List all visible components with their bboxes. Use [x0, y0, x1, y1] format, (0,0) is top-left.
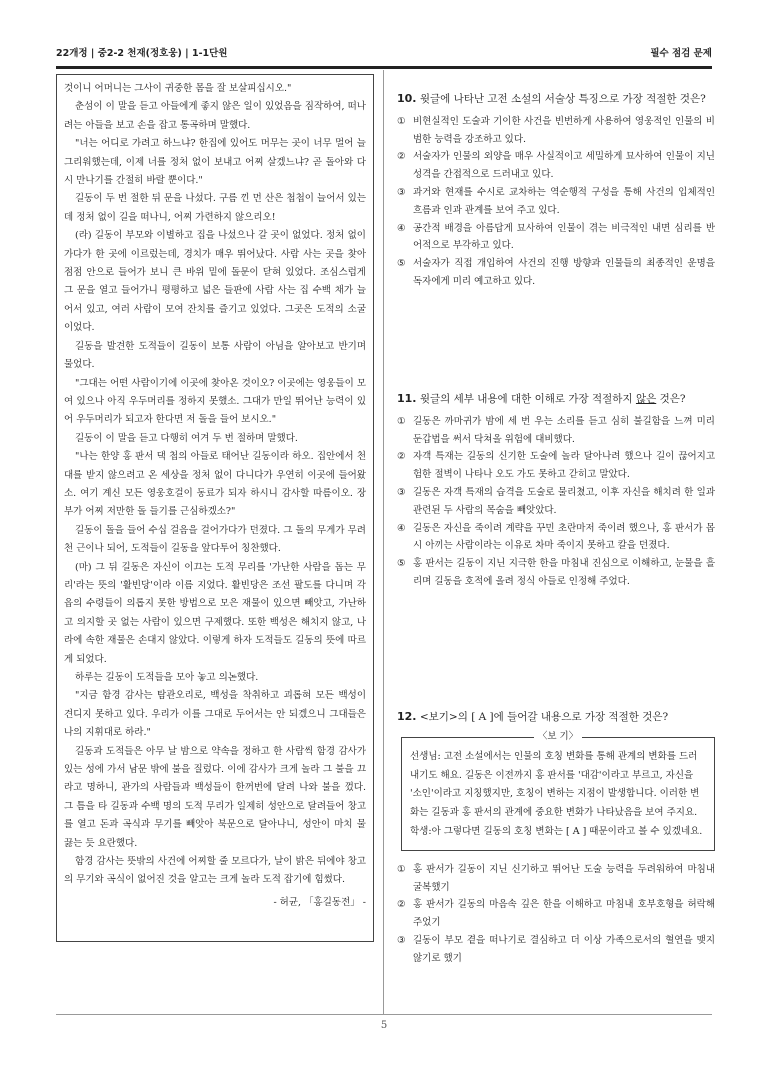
- option-text: 과거와 현재를 수시로 교차하는 역순행적 구성을 통해 사건의 입체적인 흐름과 인과 관계를 보여 주고 있다.: [413, 186, 715, 216]
- option-marker: ⑤: [397, 258, 406, 270]
- bogi-student-line: [410, 823, 706, 842]
- answer-option[interactable]: [397, 413, 715, 449]
- option-text: 길동이 부모 곁을 떠나기로 결심하고 더 이상 가족으로서의 혈연을 맺지 않기로 했기: [413, 934, 715, 964]
- option-text: 서술자가 직접 개입하여 사건의 진행 방향과 인물들의 최종적인 운명을 독자에게 미리 예고하고 있다.: [413, 258, 715, 287]
- answer-option[interactable]: [397, 148, 715, 184]
- answer-option[interactable]: [397, 484, 715, 520]
- option-text: 길동은 자객 특재의 습격을 도술로 물리쳤고, 이후 자신을 해치려 한 일과 관련된 두 사람의 목숨을 빼앗았다.: [413, 486, 715, 516]
- question-text: 윗글의 세부 내용에 대한 이해로 가장 적절하지: [419, 393, 636, 405]
- option-text: 길동은 자신을 죽이려 계략을 꾸민 초란마저 죽이려 했으나, 홍 판서가 몹시 아끼는 사람이라는 이유로 차마 죽이지 못하고 칼을 던졌다.: [413, 522, 715, 552]
- option-text: 홍 판서가 길동이 지닌 신기하고 뛰어난 도술 능력을 두려워하여 마침내 굴복했기: [413, 863, 715, 893]
- question-number: 11.: [397, 392, 417, 405]
- passage-paragraph: 하루는 길동이 도적들을 모아 놓고 의논했다.: [75, 672, 259, 683]
- answer-option[interactable]: [397, 520, 715, 556]
- question-number: 10.: [397, 92, 417, 105]
- answer-option[interactable]: [397, 932, 715, 968]
- option-marker: ②: [397, 451, 406, 463]
- page-number: 5: [380, 1020, 388, 1031]
- passage-paragraph: 길동을 발견한 도적들이 길동이 보통 사람이 아님을 알아보고 반기며 물었다.: [64, 340, 366, 371]
- bogi-student-label: 학생:: [410, 825, 432, 837]
- passage-paragraph: 것이니 어머니는 그사이 귀중한 몸을 잘 보살피십시오.": [64, 83, 292, 94]
- passage-paragraph: 길동과 도적들은 아무 날 밤으로 약속을 정하고 한 사람씩 함경 감사가 있는 성에 가서 남문 밖에 불을 질렀다. 이에 감사가 크게 놀라 그 불을 끄라고 명하니, 관가의 사람들과 백성들이 한꺼번에 달려 나와 불을 껐다. 그 틈을 타 길동과 수백 명의 도적 무리가 일제히 성안으로 달려들어 창고를 열고 돈과 곡식과 무기를 빼앗아 북문으로 달아나니, 성안이 마치 물 끓는 듯 요란했다.: [64, 745, 366, 849]
- passage-paragraph: 길동이 이 말을 듣고 다행히 여겨 두 번 절하며 말했다.: [75, 432, 298, 444]
- passage-paragraph: "나는 한양 홍 판서 댁 첩의 아들로 태어난 길동이라 하오. 집안에서 천대를 받지 않으려고 온 세상을 정처 없이 다니다가 우연히 이곳에 들어왔소. 여기 계신 모든 영웅호걸이 동료가 되자 하시니 감사할 따름이오. 장부가 어찌 저만한 돌 들기를 근심하겠소?": [64, 451, 366, 518]
- footer-rule: [56, 1014, 712, 1015]
- option-text: 자객 특재는 길동의 신기한 도술에 놀라 달아나려 했으나 길이 끊어지고 험한 절벽이 나타나 오도 가도 못하고 갇히고 말았다.: [413, 451, 715, 481]
- option-marker: ③: [397, 934, 406, 946]
- bogi-title: 〈보 기〉: [402, 730, 714, 744]
- bogi-student-text: 아 그렇다면 길동의 호칭 변화는 [ A ] 때문이라고 볼 수 있겠네요.: [431, 825, 703, 837]
- option-text: 홍 판서가 길동의 마음속 깊은 한을 이해하고 마침내 호부호형을 허락해 주었기: [413, 899, 715, 929]
- passage-paragraph: 함경 감사는 뜻밖의 사건에 어찌할 줄 모르다가, 날이 밝은 뒤에야 창고의 무기와 곡식이 없어진 것을 알고는 크게 놀라 도적 잡기에 힘썼다.: [64, 856, 366, 886]
- option-marker: ①: [397, 115, 406, 127]
- passage-paragraph: (라) 길동이 부모와 이별하고 집을 나섰으나 갈 곳이 없었다. 정처 없이 가다가 한 곳에 이르렀는데, 경치가 매우 뛰어났다. 사람 사는 곳을 찾아 점점 안으로 들어가 보니 큰 바위 밑에 돌문이 닫혀 있었다. 조심스럽게 그 문을 열고 들어가니 평평하고 넓은 들판에 사람 사는 집 수백 채가 늘어서 있고, 여러 사람이 모여 잔치를 즐기고 있었다. 그곳은 도적의 소굴이었다.: [64, 230, 366, 334]
- answer-option[interactable]: [397, 555, 715, 591]
- option-text: 비현실적인 도술과 기이한 사건을 빈번하게 사용하여 영웅적인 인물의 비범한 능력을 강조하고 있다.: [413, 115, 715, 145]
- question-text: <보기>의 [ A ]에 들어갈 내용으로 가장 적절한 것은?: [419, 711, 669, 723]
- question-emphasis: 않은: [635, 393, 657, 405]
- question-12: [397, 708, 715, 968]
- question-text-end: 것은?: [656, 393, 686, 405]
- question-number: 12.: [397, 710, 417, 723]
- option-text: 홍 판서는 길동이 지닌 지극한 한을 마침내 진심으로 이해하고, 눈물을 흘리며 길동을 호적에 올려 정식 아들로 인정해 주었다.: [413, 558, 715, 587]
- option-marker: ③: [397, 486, 406, 498]
- answer-option[interactable]: [397, 861, 715, 897]
- passage-paragraph: 춘섬이 이 말을 듣고 아들에게 좋지 않은 일이 있었음을 짐작하여, 떠나려는 아들을 보고 손을 잡고 통곡하며 말했다.: [64, 101, 366, 131]
- column-divider: [383, 70, 384, 1014]
- bogi-teacher-line: 선생님: 고전 소설에서는 인물의 호칭 변화를 통해 관계의 변화를 드러내기도 해요. 길동은 이전까지 홍 판서를 '대감'이라고 부르고, 자신을 '소인'이라고 지칭했지만, 호칭이 변하는 지점이 발생합니다. 이러한 변화는 길동과 홍 판서의 관계에 중요한 변화가 나타났음을 보여 주지요.: [410, 750, 700, 819]
- passage-paragraph: "그대는 어떤 사람이기에 이곳에 찾아온 것이오? 이곳에는 영웅들이 모여 있으나 아직 우두머리를 정하지 못했소. 그대가 만일 뛰어난 능력이 있어 우두머리가 되고자 한다면 저 돌을 들어 보시오.": [64, 377, 366, 426]
- answer-option[interactable]: [397, 255, 715, 291]
- option-marker: ②: [397, 151, 406, 163]
- question-stem: [397, 708, 715, 727]
- question-stem: [397, 390, 715, 409]
- answer-option[interactable]: [397, 448, 715, 484]
- passage-paragraph: "너는 어디로 가려고 하느냐? 한집에 있어도 머무는 곳이 너무 멀어 늘 그리워했는데, 이제 너를 정처 없이 보내고 어찌 살겠느냐? 곧 돌아와 다시 만나기를 간절히 바랄 뿐이다.": [64, 138, 366, 187]
- answer-option[interactable]: [397, 184, 715, 220]
- question-10: [397, 90, 715, 291]
- option-marker: ①: [397, 863, 406, 875]
- option-marker: ①: [397, 415, 406, 427]
- passage-paragraph: "지금 함경 감사는 탐관오리로, 백성을 착취하고 괴롭혀 모든 백성이 견디지 못하고 있다. 우리가 이를 그대로 두어서는 안 되겠으니 그대들은 나의 지휘대로 하라.": [64, 690, 366, 739]
- header-section-title: 필수 점검 문제: [650, 48, 712, 59]
- question-11: [397, 390, 715, 591]
- option-marker: ③: [397, 186, 406, 198]
- passage-paragraph: (마) 그 뒤 길동은 자신이 이끄는 도적 무리를 '가난한 사람을 돕는 무리'라는 뜻의 '활빈당'이라 이름 지었다. 활빈당은 조선 팔도를 다니며 각 읍의 수령들이 의롭지 못한 방법으로 모은 재물이 있으면 빼앗고, 가난하고 의지할 곳 없는 사람이 있으면 구제했다. 또한 백성은 해치지 않고, 나라에 속한 재물은 손대지 않았다. 이렇게 하자 도적들도 길동의 뜻에 따르게 되었다.: [64, 561, 366, 665]
- option-marker: ⑤: [397, 558, 406, 570]
- option-text: 서술자가 인물의 외양을 매우 사실적이고 세밀하게 묘사하여 인물이 지닌 성격을 간접적으로 드러내고 있다.: [413, 151, 715, 181]
- option-marker: ②: [397, 899, 406, 911]
- bogi-box: [401, 730, 715, 851]
- answer-option[interactable]: [397, 220, 715, 256]
- question-stem: [397, 90, 715, 109]
- question-text: 윗글에 나타난 고전 소설의 서술상 특징으로 가장 적절한 것은?: [419, 93, 706, 105]
- option-text: 길동은 까마귀가 밤에 세 번 우는 소리를 듣고 심히 불길함을 느껴 미리 둔갑법을 써서 닥쳐올 위험에 대비했다.: [413, 415, 715, 445]
- page-header: [56, 46, 712, 69]
- header-course-info: 22개정 | 중2-2 천재(정호웅) | 1-1단원: [56, 48, 228, 59]
- passage-source: - 허균, 「홍길동전」 -: [273, 896, 366, 908]
- option-marker: ④: [397, 522, 406, 534]
- option-marker: ④: [397, 222, 406, 234]
- answer-option[interactable]: [397, 113, 715, 149]
- passage-paragraph: 길동이 두 번 절한 뒤 문을 나섰다. 구름 낀 먼 산은 첩첩이 늘어서 있는데 정처 없이 길을 떠나니, 어찌 가련하지 않으리오!: [64, 193, 366, 223]
- answer-option[interactable]: [397, 896, 715, 932]
- option-text: 공간적 배경을 아름답게 묘사하여 인물이 겪는 비극적인 내면 심리를 반어적으로 부각하고 있다.: [413, 222, 715, 252]
- passage-box: [56, 74, 374, 942]
- passage-paragraph: 길동이 돌을 들어 수십 걸음을 걸어가다가 던졌다. 그 돌의 무게가 무려 천 근이나 되어, 도적들이 길동을 앞다투어 칭찬했다.: [64, 524, 366, 555]
